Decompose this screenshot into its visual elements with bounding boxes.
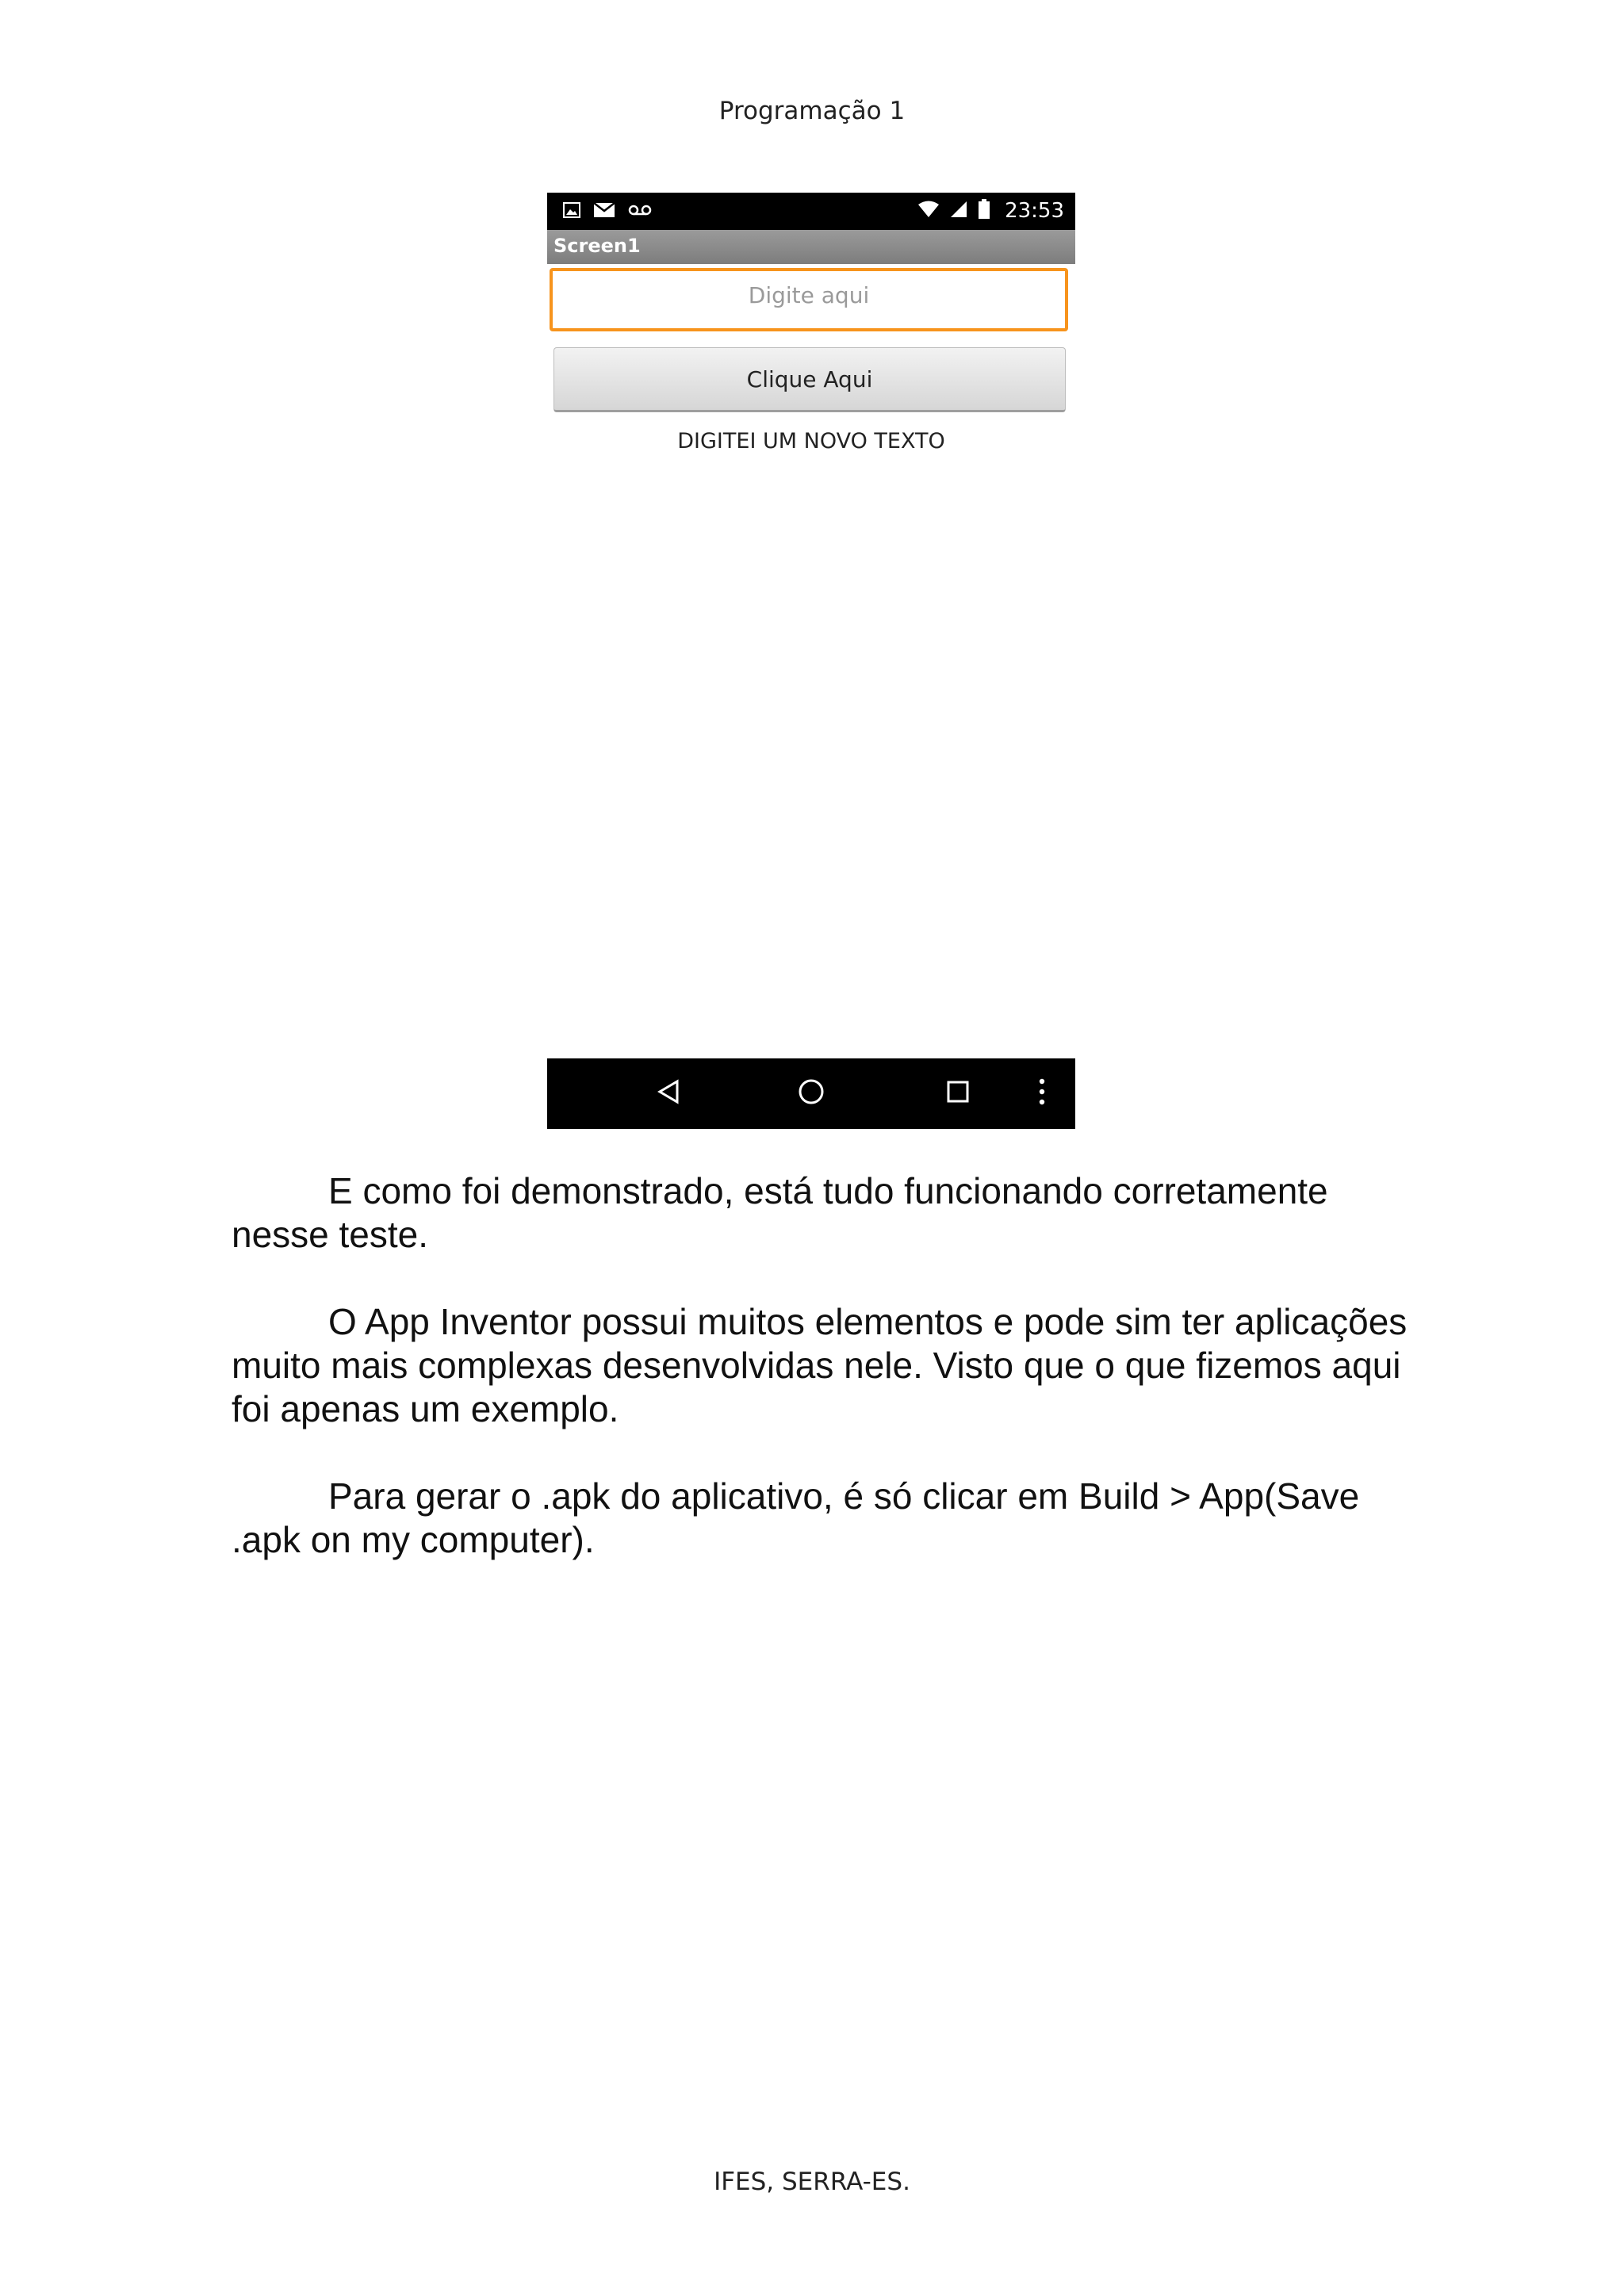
battery-icon <box>978 199 990 224</box>
status-notification-icons <box>563 200 652 224</box>
home-button[interactable] <box>783 1058 839 1129</box>
overflow-menu-icon <box>1039 1078 1045 1109</box>
recents-button[interactable] <box>930 1058 986 1129</box>
back-icon <box>657 1079 680 1108</box>
image-icon <box>563 202 580 222</box>
body-text <box>232 1169 1421 1605</box>
status-time: 23:53 <box>1005 199 1064 223</box>
recents-icon <box>946 1080 970 1108</box>
click-here-button[interactable]: Clique Aqui <box>553 347 1066 412</box>
paragraph-3: Para gerar o .apk do aplicativo, é só clicar em Build > App(Save .apk on my computer). <box>232 1475 1360 1560</box>
paragraph-1: E como foi demonstrado, está tudo funcionando corretamente nesse teste. <box>232 1170 1328 1255</box>
overflow-menu-button[interactable] <box>1026 1058 1058 1129</box>
screen-title: Screen1 <box>553 235 641 257</box>
text-input-box[interactable] <box>550 268 1068 331</box>
app-title-bar <box>547 230 1075 264</box>
android-nav-bar <box>547 1058 1075 1129</box>
output-label: DIGITEI UM NOVO TEXTO <box>677 429 945 453</box>
signal-icon <box>949 200 968 223</box>
wifi-icon <box>917 201 940 222</box>
voicemail-icon <box>628 204 652 220</box>
mail-icon <box>593 202 615 222</box>
status-system-icons <box>917 197 1064 224</box>
text-input[interactable] <box>553 282 1065 308</box>
home-icon <box>798 1078 825 1109</box>
phone-screenshot <box>547 193 1075 1129</box>
page-header: Programação 1 <box>718 97 906 125</box>
status-bar <box>547 193 1075 230</box>
back-button[interactable] <box>641 1058 696 1129</box>
paragraph-2: O App Inventor possui muitos elementos e pode sim ter aplicações muito mais complexas desenvolvidas nele. Visto que o que fizemos aqui foi apenas um exemplo. <box>232 1301 1408 1429</box>
page-footer: IFES, SERRA-ES. <box>714 2168 910 2196</box>
